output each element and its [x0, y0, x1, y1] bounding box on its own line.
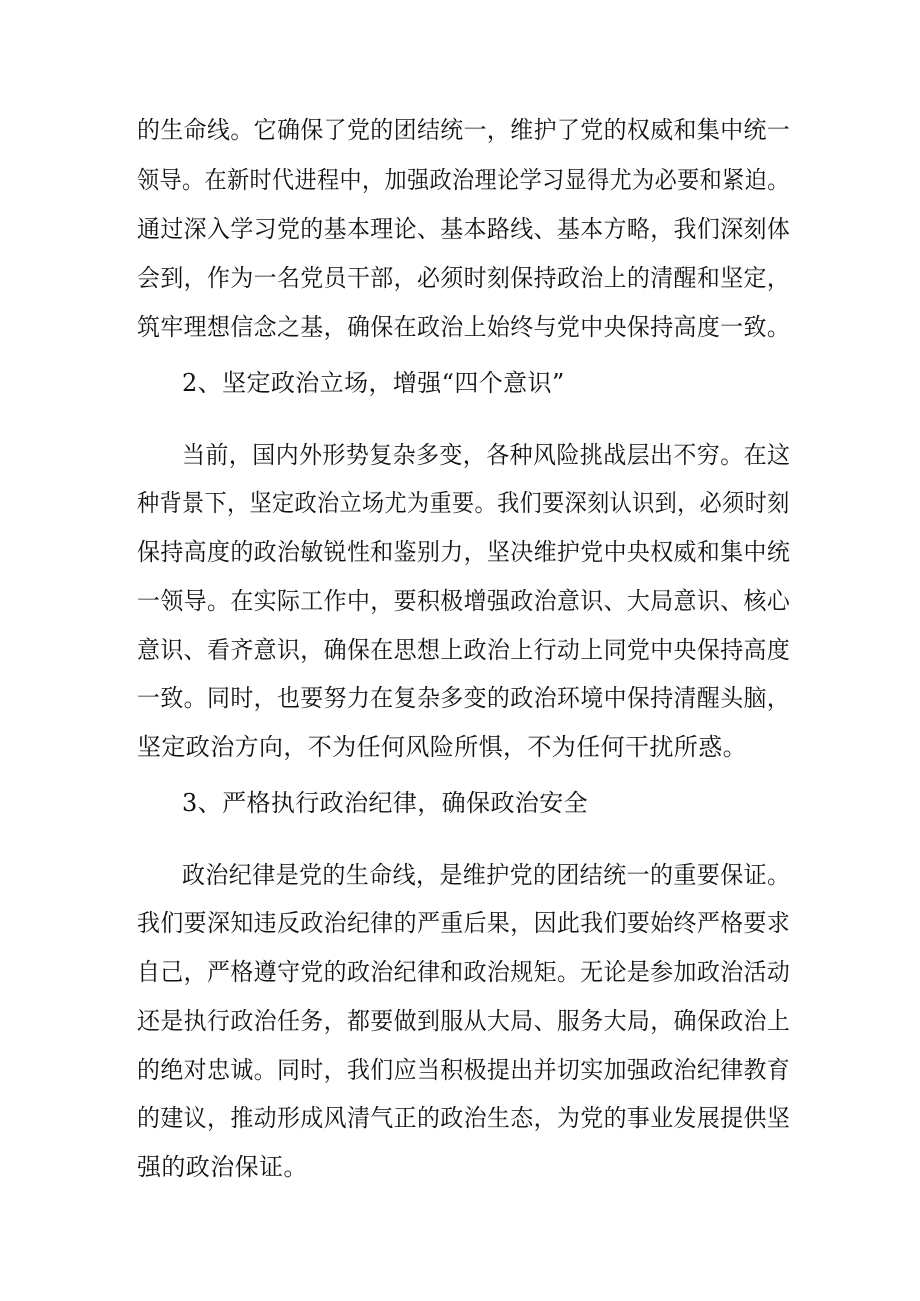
- paragraph-2-line-4: 一领导。在实际工作中，要积极增强政治意识、大局意识、核心: [137, 587, 791, 615]
- paragraph-3-line-2: 我们要深知违反政治纪律的严重后果，因此我们要始终严格要求: [137, 909, 791, 937]
- paragraph-2-line-1: 当前，国内外形势复杂多变，各种风险挑战层出不穷。在这: [182, 441, 791, 469]
- paragraph-2-line-5: 意识、看齐意识，确保在思想上政治上行动上同党中央保持高度: [137, 636, 791, 664]
- paragraph-2-line-6: 一致。同时，也要努力在复杂多变的政治环境中保持清醒头脑，: [137, 684, 791, 712]
- paragraph-1-line-1: 的生命线。它确保了党的团结统一，维护了党的权威和集中统一: [137, 116, 791, 144]
- paragraph-2-line-2: 种背景下，坚定政治立场尤为重要。我们要深刻认识到，必须时刻: [137, 489, 790, 517]
- paragraph-3-line-1: 政治纪律是党的生命线，是维护党的团结统一的重要保证。: [182, 861, 791, 889]
- paragraph-3-line-3: 自己，严格遵守党的政治纪律和政治规矩。无论是参加政治活动: [137, 958, 791, 986]
- paragraph-1-line-3: 通过深入学习党的基本理论、基本路线、基本方略，我们深刻体: [137, 215, 791, 243]
- paragraph-1-line-5: 筑牢理想信念之基，确保在政治上始终与党中央保持高度一致。: [137, 313, 791, 341]
- paragraph-3-line-7: 强的政治保证。: [137, 1153, 308, 1181]
- paragraph-2-line-7: 坚定政治方向，不为任何风险所惧，不为任何干扰所惑。: [137, 733, 747, 761]
- section-heading-3: 3、严格执行政治纪律，确保政治安全: [182, 789, 589, 817]
- paragraph-1-line-4: 会到，作为一名党员干部，必须时刻保持政治上的清醒和坚定，: [137, 264, 791, 292]
- paragraph-1-line-2: 领导。在新时代进程中，加强政治理论学习显得尤为必要和紧迫。: [137, 166, 790, 194]
- paragraph-2-line-3: 保持高度的政治敏锐性和鉴别力，坚决维护党中央权威和集中统: [137, 538, 791, 566]
- section-heading-2: 2、坚定政治立场，增强“四个意识”: [182, 369, 565, 397]
- paragraph-3-line-5: 的绝对忠诚。同时，我们应当积极提出并切实加强政治纪律教育: [137, 1056, 791, 1084]
- paragraph-3-line-4: 还是执行政治任务，都要做到服从大局、服务大局，确保政治上: [137, 1007, 791, 1035]
- paragraph-3-line-6: 的建议，推动形成风清气正的政治生态，为党的事业发展提供坚: [137, 1104, 791, 1132]
